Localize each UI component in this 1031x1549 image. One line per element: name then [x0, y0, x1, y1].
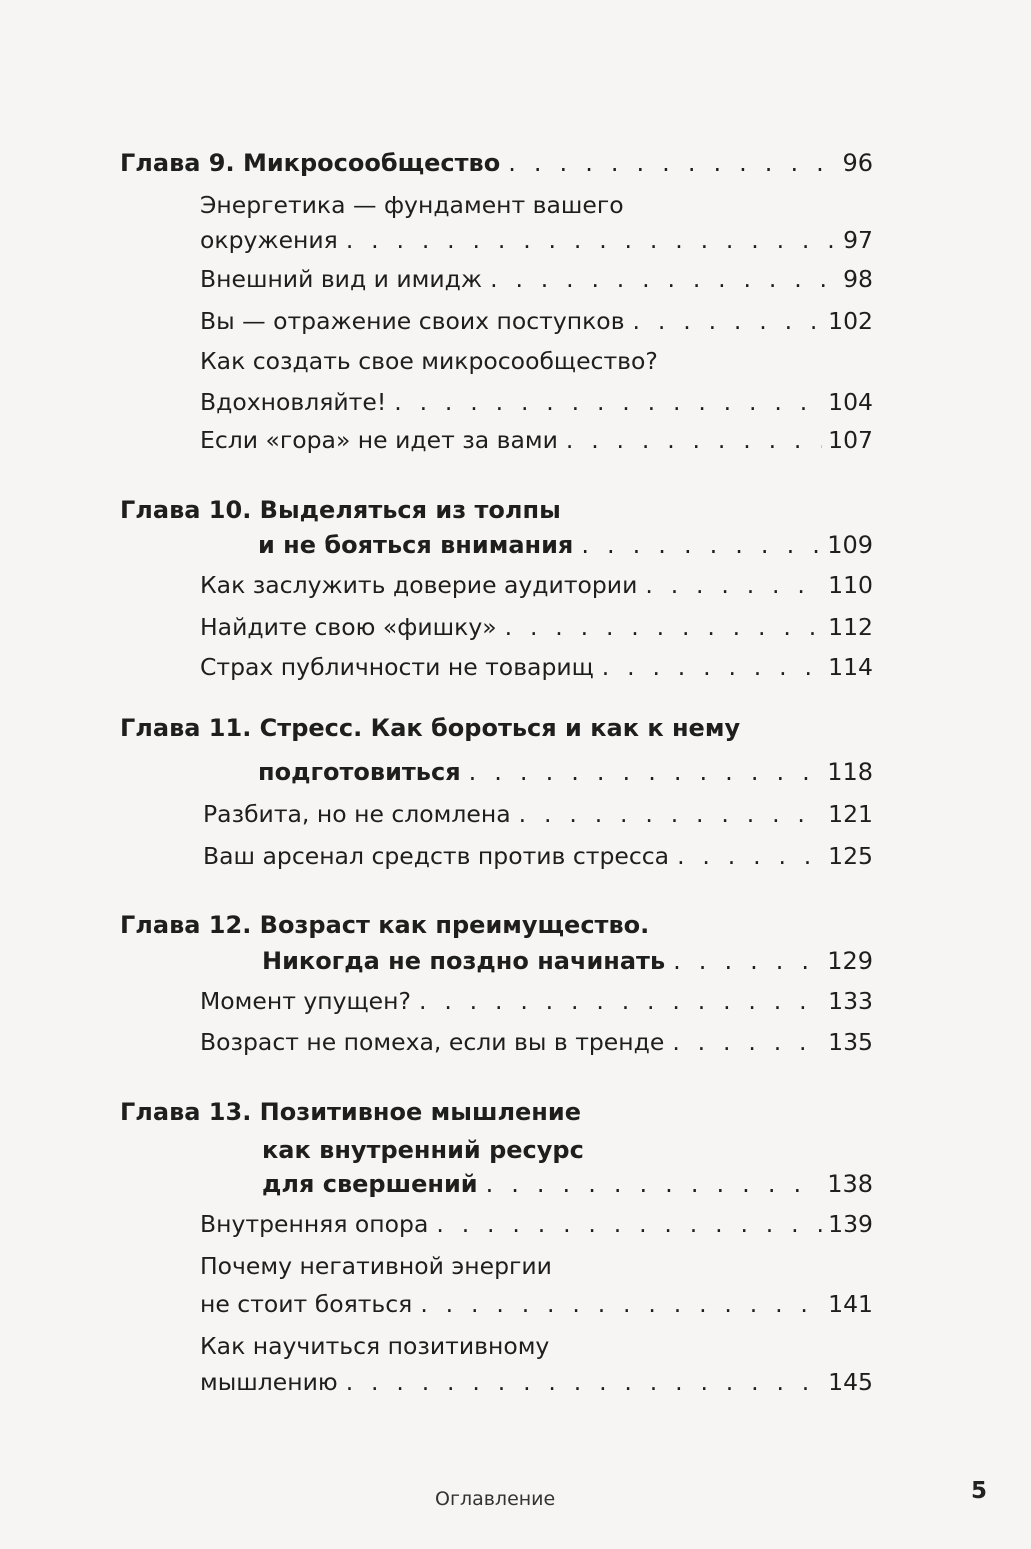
- toc-section-line: [200, 1206, 873, 1242]
- dot-leader: [490, 265, 837, 293]
- toc-page-number: 110: [828, 571, 873, 599]
- toc-page-number: 133: [828, 987, 873, 1015]
- section-title: Внутренняя опора: [200, 1210, 429, 1238]
- running-footer-title: Оглавление: [435, 1488, 556, 1510]
- toc-section-line: [200, 1248, 873, 1284]
- toc-page-number: 129: [827, 947, 873, 975]
- toc-section-line: [200, 983, 873, 1019]
- dot-leader: [677, 842, 822, 870]
- toc-section-line: [200, 303, 873, 339]
- chapter-title: Глава 12. Возраст как преимущество.: [120, 911, 650, 939]
- chapter-title: Глава 10. Выделяться из толпы: [120, 496, 561, 524]
- toc-section-line: [200, 261, 873, 297]
- dot-leader: [505, 613, 823, 641]
- dot-leader: [420, 1290, 822, 1318]
- section-title: Энергетика — фундамент вашего: [200, 191, 624, 219]
- dot-leader: [633, 307, 823, 335]
- toc-page-number: 135: [828, 1028, 873, 1056]
- toc-section-line: [200, 1328, 873, 1364]
- toc-page-number: 107: [828, 426, 873, 454]
- toc-page-number: 141: [828, 1290, 873, 1318]
- section-title: Возраст не помеха, если вы в тренде: [200, 1028, 665, 1056]
- toc-section-line: [200, 343, 873, 379]
- section-title: Как научиться позитивному: [200, 1332, 550, 1360]
- toc-page-number: 139: [828, 1210, 873, 1238]
- toc-section-line: [200, 609, 873, 645]
- dot-leader: [469, 758, 822, 786]
- section-title: Внешний вид и имидж: [200, 265, 483, 293]
- toc-page-number: 121: [828, 800, 873, 828]
- dot-leader: [346, 226, 837, 254]
- dot-leader: [672, 1028, 822, 1056]
- section-title: Почему негативной энергии: [200, 1252, 552, 1280]
- toc-section-line: [200, 649, 873, 685]
- dot-leader: [673, 947, 821, 975]
- toc-section-line: [200, 1286, 873, 1322]
- section-title: Если «гора» не идет за вами: [200, 426, 558, 454]
- toc-chapter-line: [120, 492, 873, 528]
- dot-leader: [419, 987, 822, 1015]
- dot-leader: [566, 426, 822, 454]
- chapter-title: как внутренний ресурс: [262, 1136, 584, 1164]
- toc-chapter-line: [262, 1132, 873, 1168]
- section-title: Страх публичности не товарищ: [200, 653, 594, 681]
- chapter-title: Глава 13. Позитивное мышление: [120, 1098, 581, 1126]
- toc-chapter-line: [120, 145, 873, 181]
- toc-page-number: 114: [828, 653, 873, 681]
- toc-chapter-line: [262, 1166, 873, 1202]
- toc-page-number: 109: [827, 531, 873, 559]
- toc-section-line: [200, 384, 873, 420]
- page-number: 5: [971, 1478, 988, 1504]
- chapter-title: Глава 9. Микросообщество: [120, 149, 501, 177]
- chapter-title: и не бояться внимания: [258, 531, 574, 559]
- section-title: Ваш арсенал средств против стресса: [203, 842, 670, 870]
- toc-chapter-line: [262, 943, 873, 979]
- dot-leader: [436, 1210, 822, 1238]
- toc-page-number: 125: [828, 842, 873, 870]
- section-title: Вы — отражение своих поступков: [200, 307, 625, 335]
- toc-section-line: [200, 1364, 873, 1400]
- section-title: Как создать свое микросообщество?: [200, 347, 658, 375]
- toc-section-line: [203, 796, 873, 832]
- dot-leader: [519, 800, 822, 828]
- section-title: Вдохновляйте!: [200, 388, 387, 416]
- toc-section-line: [200, 1024, 873, 1060]
- dot-leader: [602, 653, 822, 681]
- toc-page-number: 102: [828, 307, 873, 335]
- dot-leader: [394, 388, 822, 416]
- toc-chapter-line: [120, 1094, 873, 1130]
- toc-page-number: 118: [827, 758, 873, 786]
- section-title: Найдите свою «фишку»: [200, 613, 497, 641]
- section-title: Как заслужить доверие аудитории: [200, 571, 638, 599]
- chapter-title: подготовиться: [258, 758, 461, 786]
- toc-chapter-line: [120, 907, 873, 943]
- toc-section-line: [200, 422, 873, 458]
- section-title: окружения: [200, 226, 338, 254]
- dot-leader: [645, 571, 822, 599]
- section-title: мышлению: [200, 1368, 338, 1396]
- toc-page-number: 104: [828, 388, 873, 416]
- toc-chapter-line: [258, 527, 873, 563]
- toc-chapter-line: [258, 754, 873, 790]
- dot-leader: [486, 1170, 822, 1198]
- section-title: Момент упущен?: [200, 987, 411, 1015]
- toc-page-number: 112: [828, 613, 873, 641]
- toc-page-number: 138: [827, 1170, 873, 1198]
- toc-section-line: [200, 222, 873, 258]
- toc-section-line: [200, 187, 873, 223]
- toc-page-number: 98: [843, 265, 873, 293]
- section-title: не стоит бояться: [200, 1290, 413, 1318]
- toc-page-number: 145: [828, 1368, 873, 1396]
- chapter-title: для свершений: [262, 1170, 478, 1198]
- chapter-title: Никогда не поздно начинать: [262, 947, 666, 975]
- section-title: Разбита, но не сломлена: [203, 800, 511, 828]
- toc-chapter-line: [120, 710, 873, 746]
- dot-leader: [581, 531, 821, 559]
- dot-leader: [508, 149, 836, 177]
- toc-page-number: 96: [842, 149, 873, 177]
- dot-leader: [346, 1368, 822, 1396]
- toc-page-number: 97: [843, 226, 873, 254]
- toc-section-line: [203, 838, 873, 874]
- toc-section-line: [200, 567, 873, 603]
- chapter-title: Глава 11. Стресс. Как бороться и как к нему: [120, 714, 741, 742]
